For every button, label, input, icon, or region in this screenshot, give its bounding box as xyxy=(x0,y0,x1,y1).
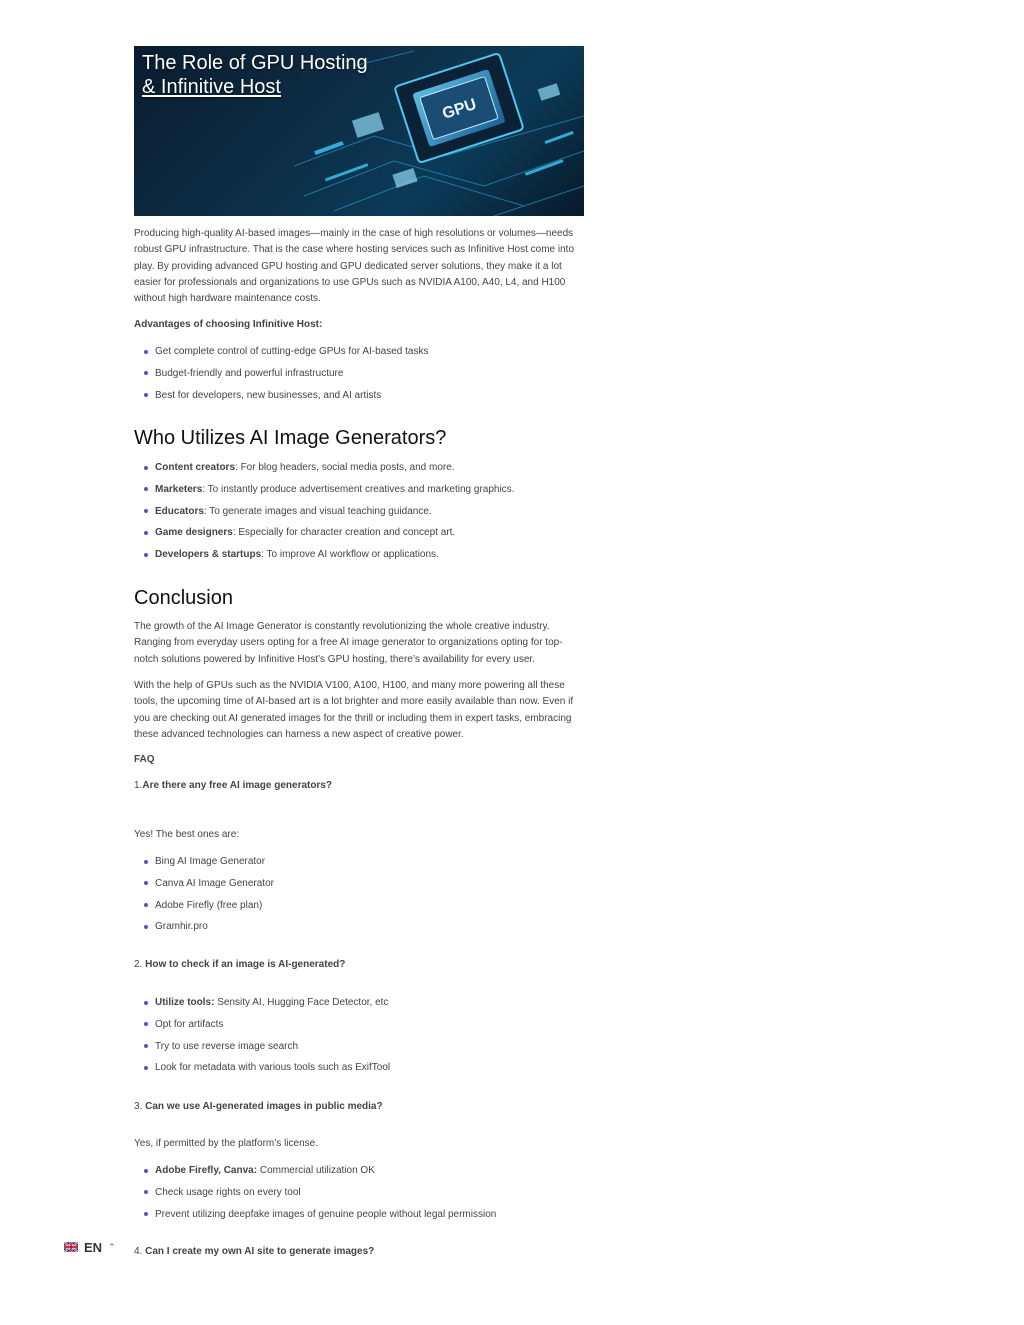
language-switcher[interactable] xyxy=(56,1234,122,1260)
intro-paragraph: Producing high-quality AI-based images—mainly in the case of high resolutions or volumes—needs robust GPU infrastructure. That is the case where hosting services such as Infinitive Host come into play. By providing advanced GPU hosting and GPU dedicated server solutions, they make it a lot easier for professionals and organizations to use GPUs such as NVIDIA A100, A40, L4, and H100 without high hardware maintenance costs. xyxy=(134,228,575,305)
hero-title-line-1: The Role of GPU Hosting xyxy=(142,52,368,74)
list-item: Adobe Firefly, Canva: Commercial utilization OK xyxy=(134,1165,586,1187)
faq-question-3: 3. Can we use AI-generated images in public media? xyxy=(134,1101,383,1112)
chevron-up-icon: ⌃ xyxy=(108,1241,116,1252)
bullet-icon xyxy=(144,881,148,885)
list-item: Adobe Firefly (free plan) xyxy=(134,900,586,922)
hero-image xyxy=(134,46,584,216)
list-item: Game designers: Especially for character creation and concept art. xyxy=(134,527,586,549)
bullet-icon xyxy=(144,553,148,557)
hero-title-line-2: & Infinitive Host xyxy=(142,76,281,98)
advantages-heading: Advantages of choosing Infinitive Host: xyxy=(134,319,323,330)
list-item: Educators: To generate images and visual teaching guidance. xyxy=(134,506,586,528)
bullet-icon xyxy=(144,1066,148,1070)
list-item: Utilize tools: Sensity AI, Hugging Face Detector, etc xyxy=(134,997,586,1019)
list-item: Try to use reverse image search xyxy=(134,1041,586,1063)
bullet-icon xyxy=(144,1022,148,1026)
gpu-chip-label: GPU xyxy=(440,95,479,123)
list-item: Get complete control of cutting-edge GPUs for AI-based tasks xyxy=(134,346,586,368)
bullet-icon xyxy=(144,903,148,907)
list-item: Content creators: For blog headers, social media posts, and more. xyxy=(134,462,586,484)
who-list xyxy=(134,462,586,571)
bullet-icon xyxy=(144,509,148,513)
list-item: Gramhir.pro xyxy=(134,921,586,943)
list-item: Opt for artifacts xyxy=(134,1019,586,1041)
bullet-icon xyxy=(144,1001,148,1005)
advantages-list xyxy=(134,346,586,411)
faq-answer-1-intro: Yes! The best ones are: xyxy=(134,829,240,840)
who-heading: Who Utilizes AI Image Generators? xyxy=(134,427,447,449)
list-item: Prevent utilizing deepfake images of genuine people without legal permission xyxy=(134,1209,586,1231)
uk-flag-icon xyxy=(64,1242,78,1252)
faq-question-4: 4. Can I create my own AI site to generate images? xyxy=(134,1246,375,1257)
ai-check-list xyxy=(134,997,586,1084)
bullet-icon xyxy=(144,1190,148,1194)
list-item: Developers & startups: To improve AI workflow or applications. xyxy=(134,549,586,571)
bullet-icon xyxy=(144,371,148,375)
faq-label: FAQ xyxy=(134,754,155,765)
bullet-icon xyxy=(144,1169,148,1173)
faq-answer-3-intro: Yes, if permitted by the platform’s license. xyxy=(134,1138,318,1149)
bullet-icon xyxy=(144,1044,148,1048)
bullet-icon xyxy=(144,1212,148,1216)
list-item: Look for metadata with various tools such as ExifTool xyxy=(134,1062,586,1084)
conclusion-heading: Conclusion xyxy=(134,587,233,609)
bullet-icon xyxy=(144,393,148,397)
bullet-icon xyxy=(144,925,148,929)
bullet-icon xyxy=(144,531,148,535)
faq-question-1: 1.Are there any free AI image generators? xyxy=(134,780,333,791)
public-media-list xyxy=(134,1165,586,1230)
list-item: Canva AI Image Generator xyxy=(134,878,586,900)
list-item: Check usage rights on every tool xyxy=(134,1187,586,1209)
bullet-icon xyxy=(144,487,148,491)
list-item: Best for developers, new businesses, and AI artists xyxy=(134,390,586,412)
list-item: Marketers: To instantly produce advertisement creatives and marketing graphics. xyxy=(134,484,586,506)
faq-question-2: 2. How to check if an image is AI-generated? xyxy=(134,959,346,970)
bullet-icon xyxy=(144,860,148,864)
conclusion-paragraph-2: With the help of GPUs such as the NVIDIA V100, A100, H100, and many more powering all these tools, the upcoming time of AI-based art is a lot brighter and more easily available than now. Even if you are checking out AI generated images for the thrill or including them in expert tasks, embracing these advanced technologies can harness a new aspect of creative power. xyxy=(134,680,574,740)
language-code: EN xyxy=(84,1239,103,1255)
bullet-icon xyxy=(144,350,148,354)
list-item: Bing AI Image Generator xyxy=(134,856,586,878)
conclusion-paragraph-1: The growth of the AI Image Generator is constantly revolutionizing the whole creative industry. Ranging from everyday users opting for a free AI image generator to organizations opting for top-notch solutions powered by Infinitive Host’s GPU hosting, there’s availability for every user. xyxy=(134,621,563,665)
bullet-icon xyxy=(144,466,148,470)
hero-title xyxy=(142,51,368,99)
list-item: Budget-friendly and powerful infrastructure xyxy=(134,368,586,390)
free-generators-list xyxy=(134,856,586,943)
